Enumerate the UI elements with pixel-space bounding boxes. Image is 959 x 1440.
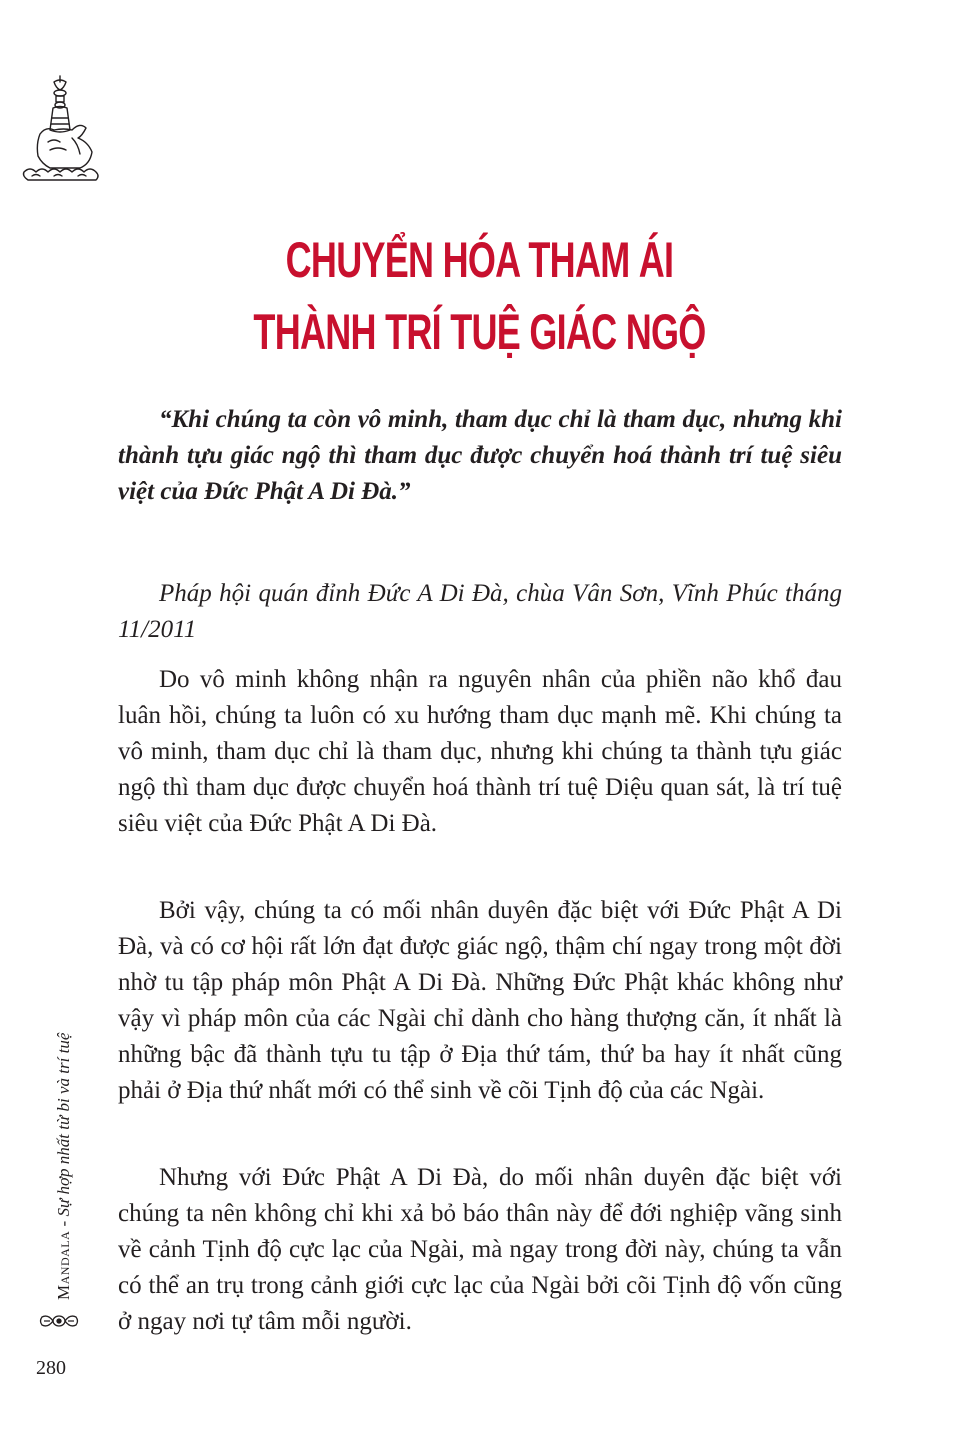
- vajra-hand-icon: [20, 72, 104, 184]
- chapter-title-line-1: CHUYỂN HÓA THAM ÁI: [285, 232, 674, 288]
- page-number: 280: [36, 1357, 66, 1379]
- epigraph-quote: “Khi chúng ta còn vô minh, tham dục chỉ là tham dục, nhưng khi thành tựu giác ngộ thì tham dục được chuyển hoá thành trí tuệ siêu việt của Đức Phật A Di Đà.”: [118, 406, 842, 505]
- running-head-book: Mandala: [54, 1230, 73, 1300]
- knot-ornament-icon: [38, 1310, 80, 1332]
- chapter-title-line-2: THÀNH TRÍ TUỆ GIÁC NGỘ: [253, 304, 706, 360]
- body-paragraph-2: Bởi vậy, chúng ta có mối nhân duyên đặc biệt với Đức Phật A Di Đà, và có cơ hội rất lớn đạt được giác ngộ, thậm chí ngay trong một đời nhờ tu tập pháp môn Phật A Di Đà. Những Đức Phật khác không như vậy vì pháp môn của các Ngài chỉ dành cho hàng thượng căn, ít nhất là những bậc đã thành tựu tu tập ở Địa thứ tám, thứ ba hay ít nhất cũng phải ở Địa thứ nhất mới có thể sinh về cõi Tịnh độ của các Ngài.: [118, 897, 842, 1104]
- running-head-subtitle: Sự hợp nhất từ bi và trí tuệ: [54, 1032, 73, 1217]
- body-paragraph-1: Do vô minh không nhận ra nguyên nhân của phiền não khổ đau luân hồi, chúng ta luôn có xu hướng tham dục mạnh mẽ. Khi chúng ta vô minh, tham dục chỉ là tham dục, nhưng khi chúng ta thành tựu giác ngộ thì tham dục được chuyển hoá thành trí tuệ Diệu quan sát, là trí tuệ siêu việt của Đức Phật A Di Đà.: [118, 666, 842, 837]
- quote-source: Pháp hội quán đỉnh Đức A Di Đà, chùa Vân Sơn, Vĩnh Phúc tháng 11/2011: [118, 580, 842, 643]
- body-paragraph-3: Nhưng với Đức Phật A Di Đà, do mối nhân duyên đặc biệt với chúng ta nên không chỉ khi xả bỏ báo thân này để đới nghiệp vãng sinh về cảnh Tịnh độ cực lạc của Ngài, mà ngay trong đời này, chúng ta vẫn có thể an trụ trong cảnh giới cực lạc của Ngài bởi cõi Tịnh độ vốn cũng ở ngay nơi tự tâm mỗi người.: [118, 1164, 842, 1335]
- running-head-separator: -: [54, 1216, 73, 1231]
